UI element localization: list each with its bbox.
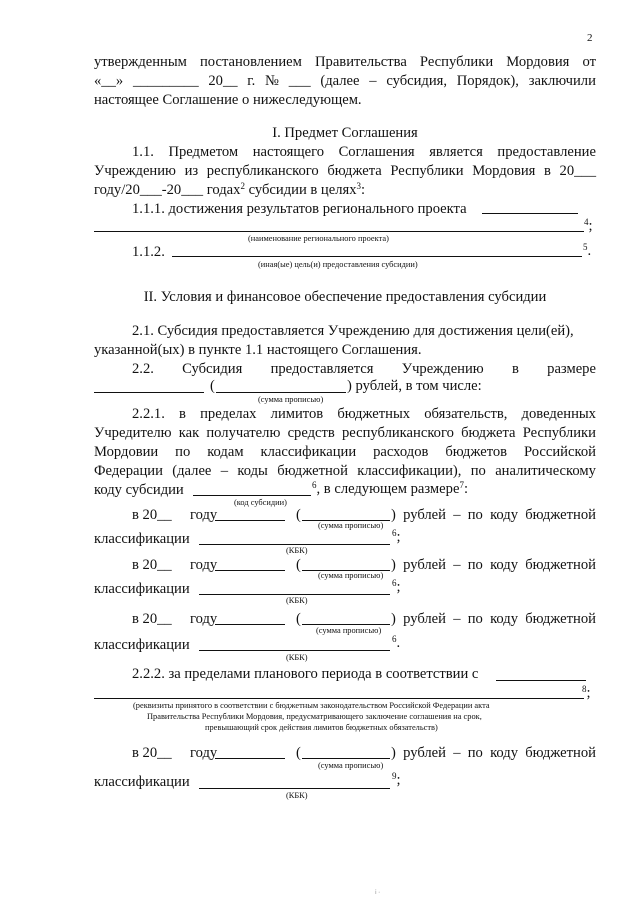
footnote-4-line: $^4$;	[584, 217, 593, 234]
blank-year-3-amount	[215, 624, 285, 625]
year-row-2-tail-word: по	[467, 557, 483, 573]
para-2-2-1-line-4-word: по	[470, 463, 486, 479]
para-2-2-1-line-3	[94, 443, 596, 461]
blank-year-1-amount	[215, 520, 285, 521]
year-row-1-tail-word: коду	[490, 507, 519, 523]
para-1-1-line-1-word: 1.1.	[132, 144, 154, 160]
intro-line-1-word: Республики	[419, 54, 494, 70]
para-2-2-line-1-word: Субсидия	[182, 361, 243, 377]
intro-line-1-word: утвержденным	[94, 54, 187, 70]
para-1-1-line-1-word: Соглашения	[338, 144, 415, 160]
para-2-2-line-1-word: предоставляется	[270, 361, 374, 377]
para-2-2-1-line-2-word: бюджета	[461, 425, 516, 441]
para-2-2-1-line-2-word: как	[178, 425, 200, 441]
para-2-2-1-line-3-word: расходов	[373, 444, 429, 460]
caption-kbk-3: (КБК)	[286, 653, 308, 662]
year-row-4-word: году	[190, 745, 218, 761]
caption-kbk-4: (КБК)	[286, 791, 308, 800]
para-1-1-line-2-word: в	[543, 163, 551, 179]
footnote-3: 3	[356, 181, 362, 191]
caption-year-3-words: (сумма прописью)	[316, 626, 382, 635]
para-1-1-years: году/20___-20___ годах	[94, 182, 241, 198]
blank-year-4-words	[302, 758, 390, 759]
year-row-1-tail-word: бюджетной	[525, 507, 596, 523]
para-2-2-line-1-word: размере	[547, 361, 596, 377]
caption-kbk-1: (КБК)	[286, 546, 308, 555]
year-row-4-paren: (	[296, 745, 301, 761]
year-row-1-tail-word: –	[453, 507, 461, 523]
blank-act-details	[496, 680, 586, 681]
year-row-4-tail-word: )	[391, 745, 396, 761]
year-row-4-class: классификации	[94, 774, 190, 790]
para-2-2-1-line-5-a: коду субсидии	[94, 482, 184, 498]
para-1-1-line-2-word: 20___	[559, 163, 596, 179]
year-row-1-tail-word: по	[467, 507, 483, 523]
para-1-1-line-1-word: является	[429, 144, 483, 160]
blank-amount	[94, 392, 204, 393]
intro-line-2-word: заключили	[528, 73, 596, 89]
blank-year-2-amount	[215, 570, 285, 571]
para-2-1-line-2: указанной(ых) в пункте 1.1 настоящего Соглашения.	[94, 342, 422, 358]
intro-line-2-word: (далее	[320, 73, 360, 89]
para-2-2-1-line-1-word: бюджетных	[337, 406, 411, 422]
blank-year-4-amount	[215, 758, 285, 759]
page-number: 2	[587, 32, 593, 44]
year-row-1-tail-word: )	[391, 507, 396, 523]
year-row-2-tail-word: )	[391, 557, 396, 573]
caption-year-1-words: (сумма прописью)	[318, 521, 384, 530]
paren-open: (	[210, 378, 215, 394]
year-row-4-tail-word: рублей	[403, 745, 446, 761]
para-2-2-line-1-word: Учреждению	[401, 361, 484, 377]
para-1-1-purpose: субсидии в целях	[244, 182, 357, 198]
year-row-3-tail-word: бюджетной	[525, 611, 596, 627]
year-row-3-tail-word: по	[467, 611, 483, 627]
intro-line-2-word: 20__	[208, 73, 238, 89]
para-2-2-line-1-word: 2.2.	[132, 361, 154, 377]
para-1-1-line-1-word: настоящего	[252, 144, 325, 160]
year-row-2-end: $^6$;	[392, 578, 401, 595]
year-row-2-class: классификации	[94, 581, 190, 597]
blank-act-details-line-2	[94, 698, 584, 699]
para-2-1-line-1: 2.1. Субсидия предоставляется Учреждению для достижения цели(ей),	[132, 323, 574, 339]
para-2-2-1-line-4-word: классификации),	[357, 463, 462, 479]
scan-marks: ⁞ ·	[375, 890, 381, 896]
blank-project-name-line-2	[94, 231, 584, 232]
year-row-4-end: $^9$;	[392, 771, 401, 788]
para-1-1-line-2-word: Учреждению	[94, 163, 176, 179]
year-row-1-prefix: в 20__	[132, 507, 172, 523]
para-2-2-1-line-2-word: средств	[287, 425, 335, 441]
para-1-1-line-2-word: Республики	[390, 163, 464, 179]
para-1-1-line-2-word: бюджета	[327, 163, 382, 179]
intro-line-3: настоящее Соглашение о нижеследующем.	[94, 92, 362, 108]
year-row-1-tail-word: рублей	[403, 507, 446, 523]
intro-line-2-word: Порядок),	[456, 73, 519, 89]
year-row-3-class: классификации	[94, 637, 190, 653]
intro-line-2-word: «__»	[94, 73, 124, 89]
year-row-3-prefix: в 20__	[132, 611, 172, 627]
year-row-4-tail-word: –	[453, 745, 461, 761]
intro-line-2-word: субсидия,	[386, 73, 448, 89]
year-row-4-tail-word: по	[467, 745, 483, 761]
year-row-4-prefix: в 20__	[132, 745, 172, 761]
year-row-2-tail-word: бюджетной	[525, 557, 596, 573]
item-1-1-1: 1.1.1. достижения результатов регионального проекта	[132, 201, 467, 217]
para-2-2-1-line-1-word: пределах	[200, 406, 257, 422]
para-2-2-1-line-1-word: лимитов	[270, 406, 324, 422]
para-2-2-line-1-word: в	[511, 361, 519, 377]
caption-project-name: (наименование регионального проекта)	[248, 234, 389, 243]
para-2-2-1-line-3-word: бюджетов	[445, 444, 508, 460]
caption-act-details-2: Правительства Республики Мордовия, предусматривающего заключение соглашения на срок,	[147, 712, 482, 721]
para-1-1-line-1	[132, 143, 596, 161]
year-row-3-tail	[391, 610, 596, 628]
para-2-2-line-1	[132, 360, 596, 378]
intro-line-2-word: –	[369, 73, 377, 89]
year-row-3-tail-word: –	[453, 611, 461, 627]
footnote-6: 6	[392, 578, 397, 588]
footnote-9: 9	[392, 771, 397, 781]
footnote-7: 7	[459, 480, 464, 490]
caption-year-2-words: (сумма прописью)	[318, 571, 384, 580]
para-2-2-1-line-1-word: 2.2.1.	[132, 406, 165, 422]
para-1-1-line-2-word: из	[184, 163, 199, 179]
footnote-2: 2	[240, 181, 245, 191]
para-2-2-1-line-1-word: в	[179, 406, 186, 422]
blank-kbk-2	[199, 594, 390, 595]
para-2-2-1-line-4-word: –	[220, 463, 229, 479]
section-1-title: I. Предмет Соглашения	[272, 125, 418, 141]
para-1-1-line-2-word: Мордовия	[472, 163, 536, 179]
para-2-2-1-line-3-word: кодам	[207, 444, 244, 460]
year-row-3-paren: (	[296, 611, 301, 627]
blank-kbk-3	[199, 650, 390, 651]
blank-project-name	[482, 213, 578, 214]
footnote-6: 6	[392, 528, 397, 538]
year-row-4-tail	[391, 744, 596, 762]
blank-other-purpose	[172, 256, 582, 257]
blank-subsidy-code	[193, 495, 311, 496]
para-2-2-1-line-3-word: классификации	[260, 444, 357, 460]
footnote-4: 4	[584, 217, 589, 227]
para-2-2-1-line-3-word: Мордовии	[94, 444, 159, 460]
year-row-2-paren: (	[296, 557, 301, 573]
para-2-2-1-line-2-word: Учредителю	[94, 425, 172, 441]
footnote-6: 6	[312, 480, 317, 490]
intro-line-1-word: Мордовия	[506, 54, 570, 70]
para-1-1-line-2	[94, 162, 596, 180]
intro-line-1-word: от	[582, 54, 596, 70]
para-2-2-1-line-5-b: $^6$, в следующем размере$^7$:	[312, 480, 468, 497]
footnote-5-line: $^5$.	[583, 242, 592, 259]
footnote-6: 6	[392, 634, 397, 644]
para-2-2-1-line-3-word: Российской	[524, 444, 596, 460]
footnote-8-line: $^8$;	[582, 684, 591, 701]
blank-kbk-4	[199, 788, 390, 789]
year-row-2-prefix: в 20__	[132, 557, 172, 573]
para-2-2-1-line-2-word: Республики	[522, 425, 596, 441]
caption-act-details-3: превышающий срок действия лимитов бюджетных обязательств)	[205, 723, 438, 732]
caption-year-4-words: (сумма прописью)	[318, 761, 384, 770]
year-row-1-word: году	[190, 507, 218, 523]
caption-sum-words: (сумма прописью)	[258, 395, 324, 404]
caption-subsidy-code: (код субсидии)	[234, 498, 287, 507]
caption-kbk-2: (КБК)	[286, 596, 308, 605]
intro-line-2-word: _________	[132, 73, 199, 89]
year-row-3-end: $^6$.	[392, 634, 401, 651]
para-2-2-1-line-1-word: доведенных	[521, 406, 596, 422]
para-2-2-1-line-1	[132, 405, 596, 423]
section-2-title: II. Условия и финансовое обеспечение предоставления субсидии	[143, 289, 547, 305]
year-row-3-word: году	[190, 611, 218, 627]
para-2-2-tail: ) рублей, в том числе:	[347, 378, 482, 394]
para-1-1-line-1-word: Предметом	[168, 144, 239, 160]
blank-amount-words	[216, 392, 346, 393]
para-2-2-1-line-2-word: республиканского	[342, 425, 454, 441]
para-1-1-line-3: году/20___-20___ годах$^2$ субсидии в целях$^3$:	[94, 181, 366, 198]
footnote-5: 5	[583, 242, 588, 252]
year-row-1-end: $^6$;	[392, 528, 401, 545]
year-row-2-tail	[391, 556, 596, 574]
para-2-2-1-line-2	[94, 424, 596, 442]
intro-line-2-word: г.	[247, 73, 256, 89]
year-row-3-tail-word: )	[391, 611, 396, 627]
para-2-2-1-line-3-word: по	[175, 444, 191, 460]
para-2-2-1-line-4-word: Федерации	[94, 463, 163, 479]
year-row-3-tail-word: коду	[490, 611, 519, 627]
year-row-1-class: классификации	[94, 531, 190, 547]
year-row-2-tail-word: коду	[490, 557, 519, 573]
para-2-2-1-line-1-word: обязательств,	[424, 406, 508, 422]
blank-kbk-1	[199, 544, 390, 545]
para-2-2-1-line-4-word: аналитическому	[495, 463, 596, 479]
year-row-1-tail	[391, 506, 596, 524]
year-row-3-tail-word: рублей	[403, 611, 446, 627]
para-1-1-line-2-word: республиканского	[206, 163, 319, 179]
intro-line-2	[94, 72, 596, 90]
caption-other-purpose: (иная(ые) цель(и) предоставления субсидии)	[258, 260, 418, 269]
para-2-2-1-line-4	[94, 462, 596, 480]
year-row-4-tail-word: бюджетной	[525, 745, 596, 761]
intro-line-2-word: №	[265, 73, 279, 89]
year-row-1-paren: (	[296, 507, 301, 523]
footnote-8: 8	[582, 684, 587, 694]
para-2-2-1-line-4-word: (далее	[172, 463, 212, 479]
intro-line-1	[94, 53, 596, 71]
item-1-1-2: 1.1.2.	[132, 244, 165, 260]
year-row-4-tail-word: коду	[490, 745, 519, 761]
para-1-1-line-1-word: предоставление	[497, 144, 596, 160]
intro-line-1-word: Правительства	[314, 54, 407, 70]
year-row-2-word: году	[190, 557, 218, 573]
year-row-2-tail-word: рублей	[403, 557, 446, 573]
para-2-2-1-line-4-word: коды	[237, 463, 268, 479]
para-2-2-1-line-4-word: бюджетной	[277, 463, 348, 479]
para-2-2-1-line-2-word: получателю	[206, 425, 281, 441]
intro-line-1-word: постановлением	[200, 54, 302, 70]
caption-act-details-1: (реквизиты принятого в соответствии с бюджетным законодательством Российской Федерации акта	[133, 701, 490, 710]
para-2-2-2-line-1: 2.2.2. за пределами планового периода в соответствии с	[132, 666, 479, 682]
intro-line-2-word: ___	[288, 73, 311, 89]
year-row-2-tail-word: –	[453, 557, 461, 573]
blank-year-3-words	[302, 624, 390, 625]
